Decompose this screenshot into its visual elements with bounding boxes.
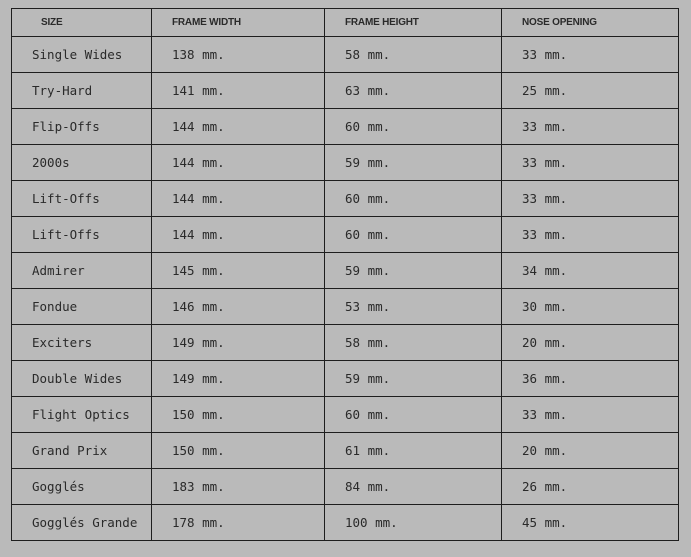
table-row bbox=[12, 469, 679, 505]
size-cell: Flip-Offs bbox=[12, 109, 152, 145]
frame-width-cell: 145 mm. bbox=[152, 253, 325, 289]
size-cell: Exciters bbox=[12, 325, 152, 361]
header-nose-opening: NOSE OPENING bbox=[502, 9, 679, 37]
frame-height-cell: 61 mm. bbox=[325, 433, 502, 469]
frame-height-cell: 60 mm. bbox=[325, 217, 502, 253]
header-frame-width: FRAME WIDTH bbox=[152, 9, 325, 37]
frame-width-cell: 150 mm. bbox=[152, 433, 325, 469]
size-chart bbox=[11, 8, 678, 541]
nose-opening-cell: 20 mm. bbox=[502, 325, 679, 361]
table-row bbox=[12, 253, 679, 289]
table-row bbox=[12, 181, 679, 217]
header-size: SIZE bbox=[12, 9, 152, 37]
table-row bbox=[12, 145, 679, 181]
nose-opening-cell: 33 mm. bbox=[502, 397, 679, 433]
header-row bbox=[12, 9, 679, 37]
size-cell: Gogglés bbox=[12, 469, 152, 505]
frame-width-cell: 144 mm. bbox=[152, 217, 325, 253]
frame-height-cell: 58 mm. bbox=[325, 37, 502, 73]
frame-height-cell: 100 mm. bbox=[325, 505, 502, 541]
size-cell: Grand Prix bbox=[12, 433, 152, 469]
nose-opening-cell: 33 mm. bbox=[502, 37, 679, 73]
size-cell: Lift-Offs bbox=[12, 181, 152, 217]
frame-height-cell: 59 mm. bbox=[325, 145, 502, 181]
nose-opening-cell: 25 mm. bbox=[502, 73, 679, 109]
frame-width-cell: 149 mm. bbox=[152, 361, 325, 397]
size-cell: Gogglés Grande bbox=[12, 505, 152, 541]
size-table bbox=[11, 8, 679, 541]
frame-height-cell: 59 mm. bbox=[325, 253, 502, 289]
size-cell: Flight Optics bbox=[12, 397, 152, 433]
size-cell: Fondue bbox=[12, 289, 152, 325]
nose-opening-cell: 26 mm. bbox=[502, 469, 679, 505]
table-row bbox=[12, 361, 679, 397]
nose-opening-cell: 36 mm. bbox=[502, 361, 679, 397]
frame-height-cell: 60 mm. bbox=[325, 109, 502, 145]
frame-height-cell: 58 mm. bbox=[325, 325, 502, 361]
frame-height-cell: 53 mm. bbox=[325, 289, 502, 325]
nose-opening-cell: 33 mm. bbox=[502, 181, 679, 217]
nose-opening-cell: 20 mm. bbox=[502, 433, 679, 469]
table-row bbox=[12, 325, 679, 361]
frame-width-cell: 138 mm. bbox=[152, 37, 325, 73]
frame-height-cell: 84 mm. bbox=[325, 469, 502, 505]
frame-height-cell: 59 mm. bbox=[325, 361, 502, 397]
table-row bbox=[12, 289, 679, 325]
nose-opening-cell: 30 mm. bbox=[502, 289, 679, 325]
frame-height-cell: 60 mm. bbox=[325, 397, 502, 433]
size-cell: Double Wides bbox=[12, 361, 152, 397]
frame-width-cell: 150 mm. bbox=[152, 397, 325, 433]
size-cell: Lift-Offs bbox=[12, 217, 152, 253]
frame-width-cell: 146 mm. bbox=[152, 289, 325, 325]
frame-width-cell: 149 mm. bbox=[152, 325, 325, 361]
table-row bbox=[12, 217, 679, 253]
frame-width-cell: 144 mm. bbox=[152, 109, 325, 145]
size-cell: 2000s bbox=[12, 145, 152, 181]
frame-height-cell: 63 mm. bbox=[325, 73, 502, 109]
table-row bbox=[12, 109, 679, 145]
nose-opening-cell: 33 mm. bbox=[502, 217, 679, 253]
header-frame-height: FRAME HEIGHT bbox=[325, 9, 502, 37]
table-header bbox=[12, 9, 679, 37]
size-cell: Single Wides bbox=[12, 37, 152, 73]
frame-width-cell: 183 mm. bbox=[152, 469, 325, 505]
frame-width-cell: 141 mm. bbox=[152, 73, 325, 109]
table-row bbox=[12, 73, 679, 109]
frame-width-cell: 144 mm. bbox=[152, 145, 325, 181]
frame-width-cell: 178 mm. bbox=[152, 505, 325, 541]
table-row bbox=[12, 397, 679, 433]
size-cell: Admirer bbox=[12, 253, 152, 289]
frame-height-cell: 60 mm. bbox=[325, 181, 502, 217]
table-body bbox=[12, 37, 679, 541]
table-row bbox=[12, 505, 679, 541]
size-cell: Try-Hard bbox=[12, 73, 152, 109]
nose-opening-cell: 34 mm. bbox=[502, 253, 679, 289]
frame-width-cell: 144 mm. bbox=[152, 181, 325, 217]
nose-opening-cell: 33 mm. bbox=[502, 109, 679, 145]
table-row bbox=[12, 433, 679, 469]
nose-opening-cell: 45 mm. bbox=[502, 505, 679, 541]
table-row bbox=[12, 37, 679, 73]
nose-opening-cell: 33 mm. bbox=[502, 145, 679, 181]
